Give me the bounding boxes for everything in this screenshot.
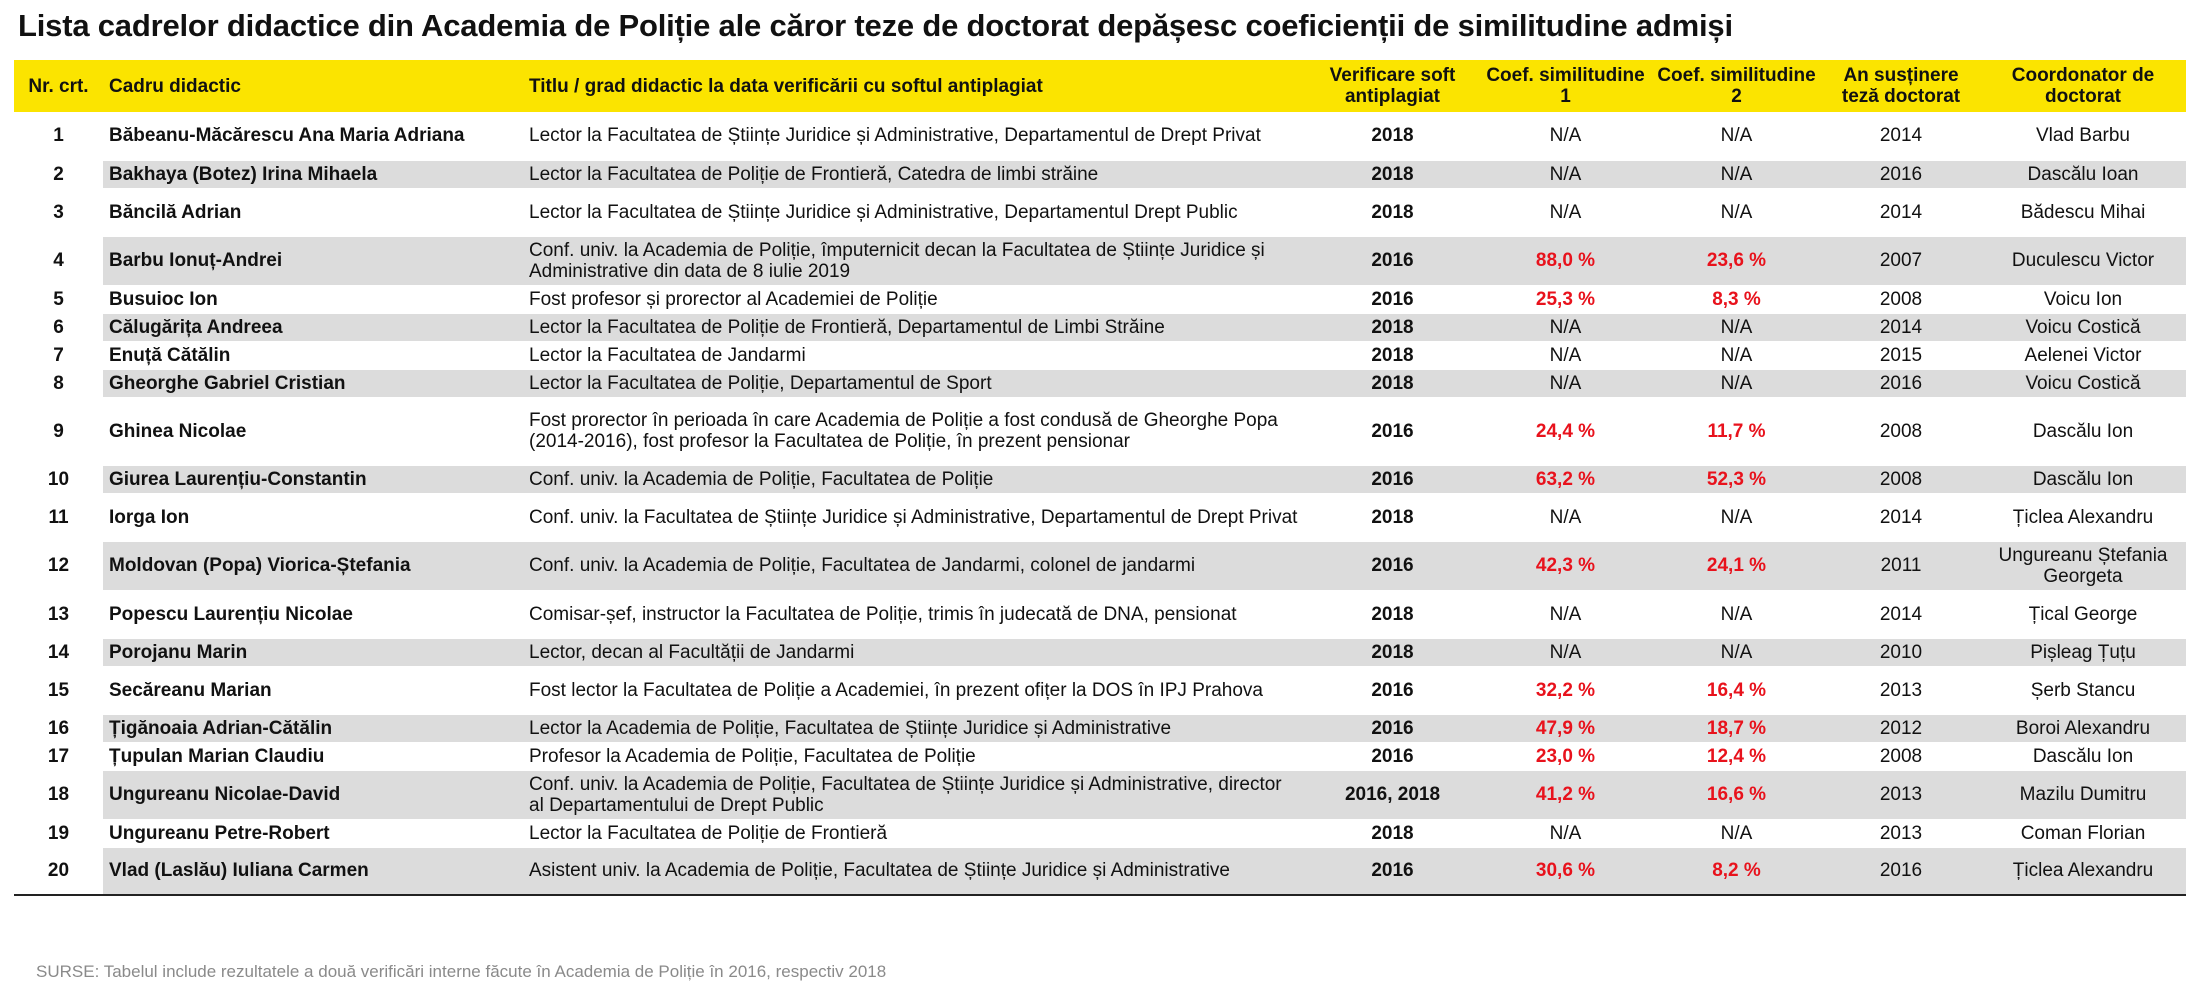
cell-coef2: N/A [1651, 341, 1822, 369]
cell-name: Ungureanu Nicolae-David [103, 770, 523, 819]
cell-defense-year: 2008 [1822, 285, 1980, 313]
cell-name: Moldovan (Popa) Viorica-Ștefania [103, 541, 523, 590]
cell-nr: 7 [14, 341, 103, 369]
cell-coef1: 41,2 % [1480, 770, 1651, 819]
cell-position: Profesor la Academia de Poliție, Facultatea de Poliție [523, 742, 1305, 770]
header-check-year: Verificare soft antiplagiat [1305, 60, 1480, 112]
cell-coef1: 63,2 % [1480, 465, 1651, 493]
cell-position: Conf. univ. la Academia de Poliție, Facultatea de Jandarmi, colonel de jandarmi [523, 541, 1305, 590]
cell-name: Țupulan Marian Claudiu [103, 742, 523, 770]
table-row [14, 285, 2186, 313]
cell-defense-year: 2008 [1822, 465, 1980, 493]
table-header-row [14, 60, 2186, 112]
cell-coef2: N/A [1651, 160, 1822, 188]
cell-advisor: Țiclea Alexandru [1980, 847, 2186, 895]
cell-defense-year: 2014 [1822, 112, 1980, 160]
cell-name: Călugărița Andreea [103, 313, 523, 341]
cell-advisor: Coman Florian [1980, 819, 2186, 847]
cell-position: Fost profesor și prorector al Academiei de Poliție [523, 285, 1305, 313]
cell-coef1: N/A [1480, 493, 1651, 541]
cell-coef2: N/A [1651, 493, 1822, 541]
header-coef2: Coef. similitudine 2 [1651, 60, 1822, 112]
cell-defense-year: 2007 [1822, 236, 1980, 285]
cell-name: Bakhaya (Botez) Irina Mihaela [103, 160, 523, 188]
cell-nr: 2 [14, 160, 103, 188]
cell-defense-year: 2013 [1822, 819, 1980, 847]
cell-position: Lector la Facultatea de Științe Juridice și Administrative, Departamentul Drept Public [523, 188, 1305, 236]
cell-check-year: 2018 [1305, 369, 1480, 397]
cell-advisor: Țiclea Alexandru [1980, 493, 2186, 541]
table-row [14, 465, 2186, 493]
cell-nr: 15 [14, 666, 103, 714]
cell-advisor: Aelenei Victor [1980, 341, 2186, 369]
cell-coef2: 8,3 % [1651, 285, 1822, 313]
cell-advisor: Bădescu Mihai [1980, 188, 2186, 236]
cell-check-year: 2018 [1305, 341, 1480, 369]
table-row [14, 819, 2186, 847]
table-row [14, 188, 2186, 236]
table-row [14, 369, 2186, 397]
cell-position: Conf. univ. la Facultatea de Științe Juridice și Administrative, Departamentul de Drept Privat [523, 493, 1305, 541]
cell-nr: 3 [14, 188, 103, 236]
cell-check-year: 2018 [1305, 819, 1480, 847]
cell-coef2: 11,7 % [1651, 397, 1822, 465]
header-position: Titlu / grad didactic la data verificării cu softul antiplagiat [523, 60, 1305, 112]
table-row [14, 590, 2186, 638]
cell-name: Secăreanu Marian [103, 666, 523, 714]
cell-check-year: 2018 [1305, 188, 1480, 236]
cell-position: Asistent univ. la Academia de Poliție, Facultatea de Științe Juridice și Administrative [523, 847, 1305, 895]
cell-position: Lector la Facultatea de Poliție de Frontieră [523, 819, 1305, 847]
cell-nr: 14 [14, 638, 103, 666]
cell-position: Lector la Facultatea de Poliție de Frontieră, Catedra de limbi străine [523, 160, 1305, 188]
cell-defense-year: 2010 [1822, 638, 1980, 666]
cell-coef2: 8,2 % [1651, 847, 1822, 895]
cell-position: Conf. univ. la Academia de Poliție, Facultatea de Științe Juridice și Administrative, director al Departamentului de Drept Public [523, 770, 1305, 819]
table-row [14, 770, 2186, 819]
cell-coef1: N/A [1480, 341, 1651, 369]
cell-defense-year: 2014 [1822, 188, 1980, 236]
cell-check-year: 2016 [1305, 541, 1480, 590]
cell-advisor: Dascălu Ion [1980, 465, 2186, 493]
cell-position: Comisar-șef, instructor la Facultatea de Poliție, trimis în judecată de DNA, pensionat [523, 590, 1305, 638]
cell-coef1: N/A [1480, 188, 1651, 236]
cell-nr: 9 [14, 397, 103, 465]
cell-advisor: Ungureanu Ștefania Georgeta [1980, 541, 2186, 590]
cell-defense-year: 2008 [1822, 397, 1980, 465]
cell-coef1: 42,3 % [1480, 541, 1651, 590]
table-row [14, 112, 2186, 160]
cell-position: Fost prorector în perioada în care Academia de Poliție a fost condusă de Gheorghe Popa (2014-2016), fost profesor la Facultatea de Poliție, în prezent pensionar [523, 397, 1305, 465]
cell-check-year: 2016 [1305, 285, 1480, 313]
cell-advisor: Voicu Costică [1980, 313, 2186, 341]
cell-coef1: 23,0 % [1480, 742, 1651, 770]
teachers-table [14, 60, 2186, 896]
table-row [14, 313, 2186, 341]
cell-nr: 19 [14, 819, 103, 847]
page-title: Lista cadrelor didactice din Academia de Poliție ale căror teze de doctorat depășesc coeficienții de similitudine admiși [18, 8, 1733, 43]
source-note: SURSE: Tabelul include rezultatele a două verificări interne făcute în Academia de Poliție în 2016, respectiv 2018 [36, 962, 887, 981]
cell-defense-year: 2014 [1822, 493, 1980, 541]
table-row [14, 493, 2186, 541]
cell-name: Ungureanu Petre-Robert [103, 819, 523, 847]
cell-check-year: 2016 [1305, 465, 1480, 493]
cell-advisor: Voicu Costică [1980, 369, 2186, 397]
cell-nr: 1 [14, 112, 103, 160]
cell-name: Porojanu Marin [103, 638, 523, 666]
cell-position: Conf. univ. la Academia de Poliție, împuternicit decan la Facultatea de Științe Juridice și Administrative din data de 8 iulie 2019 [523, 236, 1305, 285]
cell-name: Băbeanu-Măcărescu Ana Maria Adriana [103, 112, 523, 160]
cell-position: Lector la Facultatea de Poliție, Departamentul de Sport [523, 369, 1305, 397]
cell-coef2: N/A [1651, 369, 1822, 397]
cell-coef2: N/A [1651, 188, 1822, 236]
cell-defense-year: 2013 [1822, 666, 1980, 714]
cell-coef2: N/A [1651, 638, 1822, 666]
cell-defense-year: 2016 [1822, 160, 1980, 188]
cell-coef2: 18,7 % [1651, 714, 1822, 742]
table-row [14, 541, 2186, 590]
cell-check-year: 2016 [1305, 397, 1480, 465]
table-row [14, 236, 2186, 285]
cell-nr: 4 [14, 236, 103, 285]
cell-coef1: N/A [1480, 369, 1651, 397]
cell-advisor: Vlad Barbu [1980, 112, 2186, 160]
cell-check-year: 2016, 2018 [1305, 770, 1480, 819]
cell-position: Lector la Facultatea de Jandarmi [523, 341, 1305, 369]
cell-nr: 17 [14, 742, 103, 770]
cell-nr: 10 [14, 465, 103, 493]
cell-name: Barbu Ionuț-Andrei [103, 236, 523, 285]
cell-position: Fost lector la Facultatea de Poliție a Academiei, în prezent ofițer la DOS în IPJ Prahova [523, 666, 1305, 714]
table-row [14, 397, 2186, 465]
cell-coef1: 30,6 % [1480, 847, 1651, 895]
cell-coef1: 88,0 % [1480, 236, 1651, 285]
table-row [14, 341, 2186, 369]
cell-nr: 18 [14, 770, 103, 819]
cell-advisor: Pișleag Țuțu [1980, 638, 2186, 666]
cell-defense-year: 2012 [1822, 714, 1980, 742]
cell-check-year: 2018 [1305, 590, 1480, 638]
header-nr: Nr. crt. [14, 60, 103, 112]
cell-check-year: 2018 [1305, 160, 1480, 188]
header-coef1: Coef. similitudine 1 [1480, 60, 1651, 112]
table-row [14, 714, 2186, 742]
table-row [14, 638, 2186, 666]
cell-coef1: 24,4 % [1480, 397, 1651, 465]
cell-check-year: 2016 [1305, 714, 1480, 742]
cell-nr: 8 [14, 369, 103, 397]
cell-position: Lector la Facultatea de Științe Juridice și Administrative, Departamentul de Drept Privat [523, 112, 1305, 160]
table-row [14, 160, 2186, 188]
cell-name: Busuioc Ion [103, 285, 523, 313]
cell-coef1: 25,3 % [1480, 285, 1651, 313]
cell-name: Țigănoaia Adrian-Cătălin [103, 714, 523, 742]
cell-position: Lector, decan al Facultății de Jandarmi [523, 638, 1305, 666]
cell-name: Vlad (Laslău) Iuliana Carmen [103, 847, 523, 895]
cell-nr: 16 [14, 714, 103, 742]
cell-coef2: 52,3 % [1651, 465, 1822, 493]
cell-coef2: 12,4 % [1651, 742, 1822, 770]
cell-name: Iorga Ion [103, 493, 523, 541]
cell-position: Lector la Academia de Poliție, Facultatea de Științe Juridice și Administrative [523, 714, 1305, 742]
cell-check-year: 2018 [1305, 638, 1480, 666]
header-defense-year: An susținere teză doctorat [1822, 60, 1980, 112]
cell-coef2: 16,6 % [1651, 770, 1822, 819]
cell-coef1: N/A [1480, 313, 1651, 341]
cell-nr: 11 [14, 493, 103, 541]
cell-coef1: N/A [1480, 112, 1651, 160]
cell-name: Enuță Cătălin [103, 341, 523, 369]
cell-defense-year: 2014 [1822, 590, 1980, 638]
table-row [14, 666, 2186, 714]
cell-advisor: Mazilu Dumitru [1980, 770, 2186, 819]
cell-name: Băncilă Adrian [103, 188, 523, 236]
header-name: Cadru didactic [103, 60, 523, 112]
cell-check-year: 2016 [1305, 847, 1480, 895]
cell-coef1: N/A [1480, 160, 1651, 188]
cell-coef1: 32,2 % [1480, 666, 1651, 714]
cell-check-year: 2018 [1305, 313, 1480, 341]
cell-check-year: 2016 [1305, 236, 1480, 285]
cell-advisor: Dascălu Ioan [1980, 160, 2186, 188]
cell-coef2: N/A [1651, 819, 1822, 847]
cell-position: Conf. univ. la Academia de Poliție, Facultatea de Poliție [523, 465, 1305, 493]
cell-advisor: Voicu Ion [1980, 285, 2186, 313]
cell-nr: 6 [14, 313, 103, 341]
cell-check-year: 2016 [1305, 666, 1480, 714]
cell-nr: 20 [14, 847, 103, 895]
header-advisor: Coordonator de doctorat [1980, 60, 2186, 112]
cell-defense-year: 2008 [1822, 742, 1980, 770]
cell-defense-year: 2015 [1822, 341, 1980, 369]
cell-nr: 12 [14, 541, 103, 590]
cell-name: Giurea Laurențiu-Constantin [103, 465, 523, 493]
cell-coef1: N/A [1480, 590, 1651, 638]
cell-name: Ghinea Nicolae [103, 397, 523, 465]
cell-check-year: 2016 [1305, 742, 1480, 770]
cell-coef2: N/A [1651, 590, 1822, 638]
cell-coef1: N/A [1480, 819, 1651, 847]
cell-advisor: Dascălu Ion [1980, 397, 2186, 465]
cell-coef2: N/A [1651, 112, 1822, 160]
cell-name: Popescu Laurențiu Nicolae [103, 590, 523, 638]
table-row [14, 742, 2186, 770]
cell-advisor: Boroi Alexandru [1980, 714, 2186, 742]
cell-nr: 13 [14, 590, 103, 638]
cell-defense-year: 2011 [1822, 541, 1980, 590]
cell-position: Lector la Facultatea de Poliție de Frontieră, Departamentul de Limbi Străine [523, 313, 1305, 341]
cell-defense-year: 2016 [1822, 369, 1980, 397]
cell-check-year: 2018 [1305, 493, 1480, 541]
cell-coef2: 24,1 % [1651, 541, 1822, 590]
cell-advisor: Duculescu Victor [1980, 236, 2186, 285]
cell-coef2: N/A [1651, 313, 1822, 341]
cell-nr: 5 [14, 285, 103, 313]
cell-coef2: 23,6 % [1651, 236, 1822, 285]
cell-coef2: 16,4 % [1651, 666, 1822, 714]
cell-defense-year: 2014 [1822, 313, 1980, 341]
cell-advisor: Șerb Stancu [1980, 666, 2186, 714]
cell-advisor: Dascălu Ion [1980, 742, 2186, 770]
cell-check-year: 2018 [1305, 112, 1480, 160]
cell-defense-year: 2016 [1822, 847, 1980, 895]
cell-name: Gheorghe Gabriel Cristian [103, 369, 523, 397]
cell-coef1: 47,9 % [1480, 714, 1651, 742]
cell-defense-year: 2013 [1822, 770, 1980, 819]
table-row [14, 847, 2186, 895]
cell-advisor: Țical George [1980, 590, 2186, 638]
cell-coef1: N/A [1480, 638, 1651, 666]
